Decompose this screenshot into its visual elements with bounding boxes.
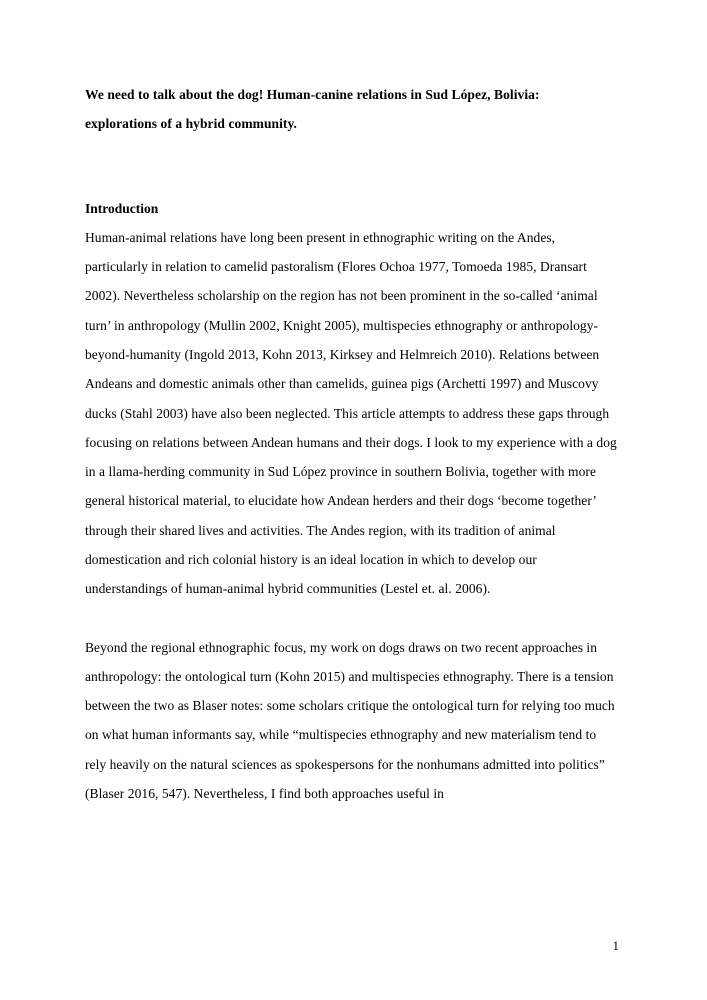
paragraph-spacer <box>85 604 619 633</box>
title-line-2: explorations of a hybrid community. <box>85 116 298 132</box>
title-line-1: We need to talk about the dog! Human-canine relations in Sud López, Bolivia: <box>85 87 540 102</box>
paragraph-2: Beyond the regional ethnographic focus, my work on dogs draws on two recent approaches in anthropology: the ontological turn (Kohn 2015) and multispecies ethnography. There is a tension between the two as Blaser notes: some scholars critique the ontological turn for relying too much on what human informants say, while “multispecies ethnography and new materialism tend to rely heavily on the natural sciences as spokespersons for the nonhumans admitted into politics” (Blaser 2016, 547). Nevertheless, I find both approaches useful in <box>85 639 615 801</box>
paragraph-1: Human-animal relations have long been present in ethnographic writing on the Andes, particularly in relation to camelid pastoralism (Flores Ochoa 1977, Tomoeda 1985, Dransart 2002). Nevertheless scholarship on the region has not been prominent in the so-called ‘animal turn’ in anthropology (Mullin 2002, Knight 2005), multispecies ethnography or anthropology-beyond-humanity (Ingold 2013, Kohn 2013, Kirksey and Helmreich 2010). Relations between Andeans and domestic animals other than camelids, guinea pigs (Archetti 1997) and Muscovy ducks (Stahl 2003) have also been neglected. This article attempts to address these gaps through focusing on relations between Andean humans and their dogs. I look to my experience with a dog in a llama-herding community in Sud López province in southern Bolivia, together with more general historical material, to elucidate how Andean herders and their dogs ‘become together’ through their shared lives and activities. The Andes region, with its tradition of animal domestication and rich colonial history is an ideal location in which to develop our understandings of human-animal hybrid communities (Lestel et. al. 2006). <box>85 229 617 597</box>
page-title <box>85 80 619 139</box>
page-number: 1 <box>612 938 619 953</box>
section-heading-introduction: Introduction <box>85 200 159 216</box>
